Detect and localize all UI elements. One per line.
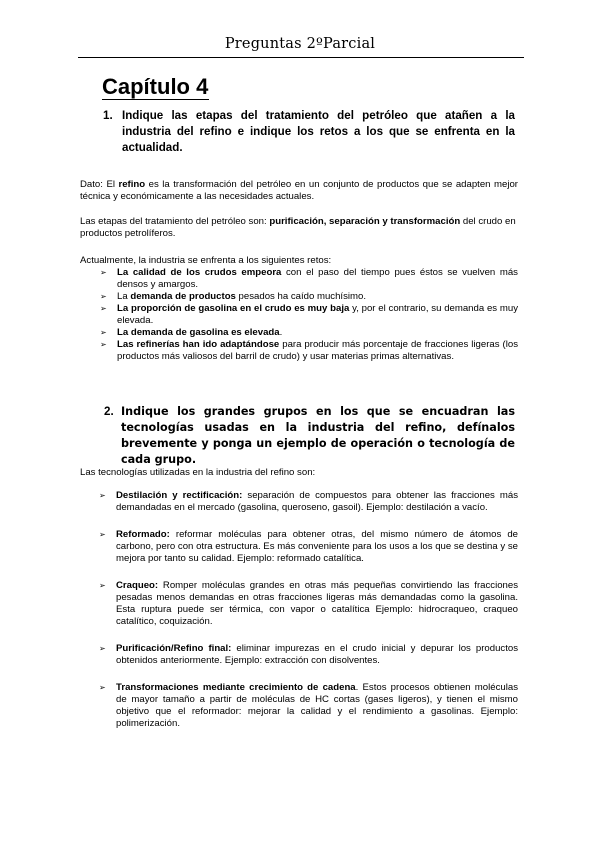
item-bold: Transformaciones mediante crecimiento de cadena [116, 682, 356, 693]
item-bold: Las refinerías han ido adaptándose [117, 339, 280, 350]
list-item [100, 339, 518, 363]
list-item [99, 529, 518, 565]
item-bold: La calidad de los crudos empeora [117, 267, 282, 278]
arrow-bullet-icon: ➢ [99, 491, 106, 500]
item-text: . [279, 327, 283, 338]
chapter-title: Capítulo 4 [102, 74, 209, 99]
arrow-bullet-icon: ➢ [99, 530, 106, 539]
question-1-number: 1. [103, 109, 113, 122]
arrow-bullet-icon: ➢ [99, 683, 106, 692]
question-2-number: 2. [104, 405, 114, 418]
chapter-underline [102, 99, 209, 100]
question-2 [104, 404, 515, 468]
question-2-text: Indique los grandes grupos en los que se encuadran las tecnologías usadas en la industria del refino, defínalos brevemente y ponga un ejemplo de operación o tecnología de cada grupo. [121, 405, 515, 466]
item-bold: La demanda de gasolina es elevada [117, 327, 280, 338]
item-text: Romper moléculas grandes en otras más pequeñas convirtiendo las fracciones pesadas menos demandas en otras fracciones ligeras más demandadas como la gasolina. Esta ruptura puede ser térmica, con vapor o catalítica Ejemplo: hidrocraqueo, craqueo catalítico, coquización. [116, 580, 518, 627]
list-item [100, 267, 518, 291]
etapas-paragraph [80, 216, 518, 240]
tecnologias-list [99, 490, 518, 730]
etapas-prefix: Las etapas del tratamiento del petróleo son: [80, 216, 270, 227]
question-1-text: Indique las etapas del tratamiento del petróleo que atañen a la industria del refino e indique los retos a los que se enfrenta en la actualidad. [122, 109, 515, 154]
item-bold: Craqueo: [116, 580, 159, 591]
item-text: eliminar impurezas en el crudo inicial y depurar los productos obtenidos anteriormente. Ejemplo: extracción con disolventes. [116, 643, 518, 666]
item-text: y, por el contrario, su demanda es muy elevada. [117, 303, 518, 326]
list-item [100, 303, 518, 327]
list-item [100, 291, 518, 303]
list-item [99, 490, 518, 514]
item-text: separación de compuestos para obtener las fracciones más demandadas en el mercado (gasolina, queroseno, gasoil). Ejemplo: destilación a vacío. [116, 490, 519, 513]
list-item [99, 580, 518, 628]
question-1 [103, 108, 515, 156]
page-header: Preguntas 2ºParcial [224, 36, 376, 52]
arrow-bullet-icon: ➢ [100, 304, 107, 313]
item-text: con el paso del tiempo pues éstos se vuelven más densos y amargos. [117, 267, 518, 290]
item-text: pesados ha caído muchísimo. [235, 291, 367, 302]
item-prefix: La [117, 291, 131, 302]
dato-text: es la transformación del petróleo en un conjunto de productos que se adapten mejor técnica y económicamente a las necesidades actuales. [80, 179, 518, 202]
item-bold: Destilación y rectificación: [116, 490, 243, 501]
dato-paragraph [80, 179, 518, 203]
arrow-bullet-icon: ➢ [100, 292, 107, 301]
list-item [99, 643, 518, 667]
list-item [100, 327, 518, 339]
etapas-bold: purificación, separación y transformación [269, 216, 461, 227]
arrow-bullet-icon: ➢ [100, 328, 107, 337]
item-bold: Reformado: [116, 529, 170, 540]
etapas-suffix: del crudo en productos petrolíferos. [80, 216, 516, 239]
retos-list [100, 267, 518, 363]
tecnologias-intro: Las tecnologías utilizadas en la industria del refino son: [80, 467, 316, 478]
item-bold: Purificación/Refino final: [116, 643, 232, 654]
arrow-bullet-icon: ➢ [99, 644, 106, 653]
item-text: . Estos procesos obtienen moléculas de mayor tamaño a partir de moléculas de HC cortas (gases ligeros), y tienen el mismo objetivo que el reformador: mejorar la calidad y el rendimiento a gasolinas. Ejemplo: polimerización. [116, 682, 518, 729]
dato-prefix: Dato: El [80, 179, 119, 190]
retos-intro: Actualmente, la industria se enfrenta a los siguientes retos: [80, 255, 332, 266]
arrow-bullet-icon: ➢ [99, 581, 106, 590]
item-bold: demanda de productos [130, 291, 236, 302]
item-text: para producir más porcentaje de fracciones ligeras (los productos más valiosos del barril de crudo) y usar materias primas alternativas. [117, 339, 518, 362]
arrow-bullet-icon: ➢ [100, 340, 107, 349]
header-rule [78, 57, 524, 58]
item-text: reformar moléculas para obtener otras, del mismo número de átomos de carbono, pero con otra estructura. Es más conveniente para los usos a los que se destina y se mejora por tanto su calidad. Ejemplo: reformado catalítica. [116, 529, 518, 564]
arrow-bullet-icon: ➢ [100, 268, 107, 277]
dato-bold: refino [118, 179, 146, 190]
list-item [99, 682, 518, 730]
item-bold: La proporción de gasolina en el crudo es muy baja [117, 303, 350, 314]
